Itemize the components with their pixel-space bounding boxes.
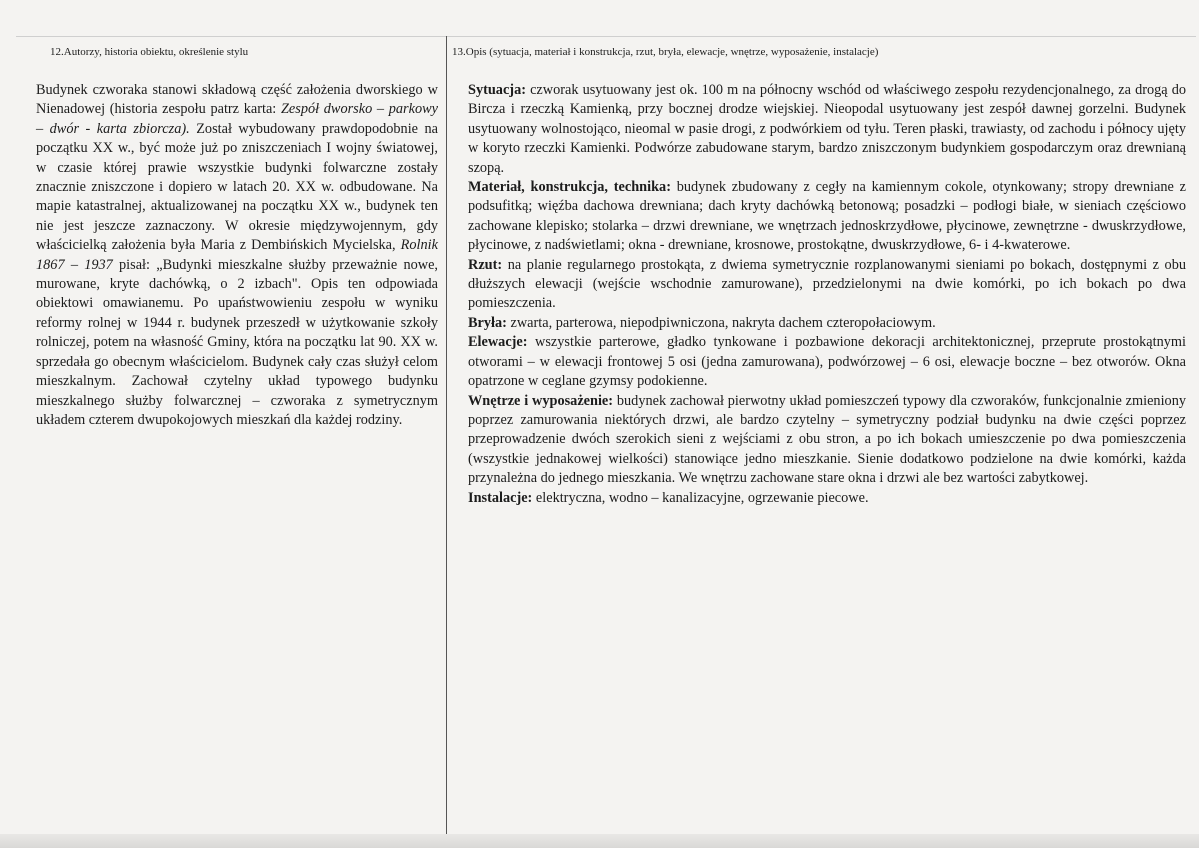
section-form <box>468 314 1186 333</box>
section-installations <box>468 489 1186 508</box>
section-label: Elewacje: <box>468 334 528 351</box>
section-label: Rzut: <box>468 256 503 273</box>
section-12-header: 12.Autorzy, historia obiektu, określenie stylu <box>50 46 249 58</box>
history-text <box>36 81 438 430</box>
history-text-part-2: Został wybudowany prawdopodobnie na początku XX w., być może już po zniszczeniach I wojny światowej, w czasie której prawie wszystkie budynki folwarczne zostały znacznie zniszczone i dopiero w latach 20. XX w. odbudowane. Na mapie katastralnej, aktualizowanej na początku XX w., budynek ten nie jest jeszcze zaznaczony. W okresie międzywojennym, gdy właścicielką założenia była Maria z Dembińskich Mycielska, <box>36 120 438 254</box>
section-label: Bryła: <box>468 314 507 331</box>
top-rule <box>16 36 1196 37</box>
column-divider <box>446 36 447 836</box>
section-text: na planie regularnego prostokąta, z dwiema symetrycznie rozplanowanymi sieniami po bokach, dostępnymi z obu dłuższych elewacji (wejście wschodnie zamurowane), przedzielonymi na dwie komórki, po ich bokach po dwa pomieszczenia. <box>468 256 1186 312</box>
section-elevations <box>468 333 1186 391</box>
section-label: Sytuacja: <box>468 82 526 98</box>
section-text: wszystkie parterowe, gładko tynkowane i pozbawione dekoracji architektonicznej, przeprute prostokątnymi otworami – w elewacji frontowej 5 osi (jedna zamurowana), podwórzowej – 6 osi, elewacje boczne – bez otworów. Okna opatrzone w ceglane gzymsy podokienne. <box>468 334 1186 390</box>
history-card-reference: Zespół dworsko – parkowy – dwór - karta zbiorcza). <box>36 101 438 137</box>
section-label: Materiał, konstrukcja, technika: <box>468 179 671 196</box>
history-citation: Rolnik 1867 – 1937 <box>36 237 438 273</box>
paper-edge <box>0 834 1199 848</box>
section-13-header: 13.Opis (sytuacja, materiał i konstrukcja, rzut, bryła, elewacje, wnętrze, wyposażenie, instalacje) <box>452 46 879 58</box>
section-text: zwarta, parterowa, niepodpiwniczona, nakryta dachem czteropołaciowym. <box>506 314 936 331</box>
section-situation <box>468 81 1186 178</box>
description-text <box>468 81 1186 508</box>
history-text-part-1: Budynek czworaka stanowi składową część założenia dworskiego w Nienadowej (historia zespołu patrz karta: <box>36 82 438 118</box>
section-text: czworak usytuowany jest ok. 100 m na północny wschód od właściwego zespołu rezydencjonalnego, za drogą do Bircza i rzeczką Kamienką, przy bocznej drodze wiejskiej. Nieopodal usytuowany jest zespół dawnej gorzelni. Budynek usytuowany wolnostojąco, nieomal w pasie drogi, z podwórkiem od tyłu. Teren płaski, trawiasty, od zachodu i północy ujęty w koryto rzeczki Kamienki. Podwórze zabudowane starym, bardzo zniszczonym budynkiem gospodarczym oraz drewnianą szopą. <box>468 82 1186 176</box>
section-label: Instalacje: <box>468 489 533 506</box>
history-paragraph <box>36 81 438 430</box>
section-interior <box>468 392 1186 489</box>
section-label: Wnętrze i wyposażenie: <box>468 392 614 409</box>
section-material <box>468 178 1186 256</box>
section-text: budynek zachował pierwotny układ pomieszczeń typowy dla czworaków, funkcjonalnie zmieniony poprzez zamurowania niektórych drzwi, ale bardzo czytelny – symetryczny podział budynku na dwie części poprzez przeprowadzenie dwóch szerokich sieni z wejściami z obu stron, a po ich bokach umieszczenie po dwa pomieszczenia (wszystkie jednakowej wielkości) stanowiące jedno mieszkanie. Sienie dodatkowo podzielone na dwie komórki, każda przynależna do jednego mieszkania. We wnętrzu zachowane stare okna i drzwi ale bez wartości zabytkowej. <box>468 392 1186 487</box>
history-text-part-3: pisał: „Budynki mieszkalne służby przeważnie nowe, murowane, kryte dachówką, o 2 izbach". Opis ten odpowiada obiektowi omawianemu. Po upaństwowieniu zespołu w wyniku reformy rolnej w 1944 r. budynek przeszedł w użytkowanie szkoły rolniczej, potem na własność Gminy, która na początku lat 90. XX w. sprzedała go obecnym właścicielom. Budynek cały czas służył celom mieszkalnym. Zachował czytelny układ typowego budynku mieszkalnego służby folwarcznej – czworaka z symetrycznym układem czterem dwupokojowych mieszkań dla każdej rodziny. <box>36 256 438 428</box>
section-plan <box>468 256 1186 314</box>
section-text: budynek zbudowany z cegły na kamiennym cokole, otynkowany; stropy drewniane z podsufitką; więźba dachowa drewniana; dach kryty dachówką betonową; posadzki – podłogi białe, w sieniach częściowo zachowane klepisko; stolarka – drzwi drewniane, we wnętrzach jednoskrzydłowe, płycinowe, zewnętrzne - dwuskrzydłowe, płycinowe, z nadświetlami; okna - drewniane, krosnowe, prostokątne, dwuskrzydłowe, 6- i 4-kwaterowe. <box>468 179 1186 254</box>
section-text: elektryczna, wodno – kanalizacyjne, ogrzewanie piecowe. <box>532 489 869 506</box>
